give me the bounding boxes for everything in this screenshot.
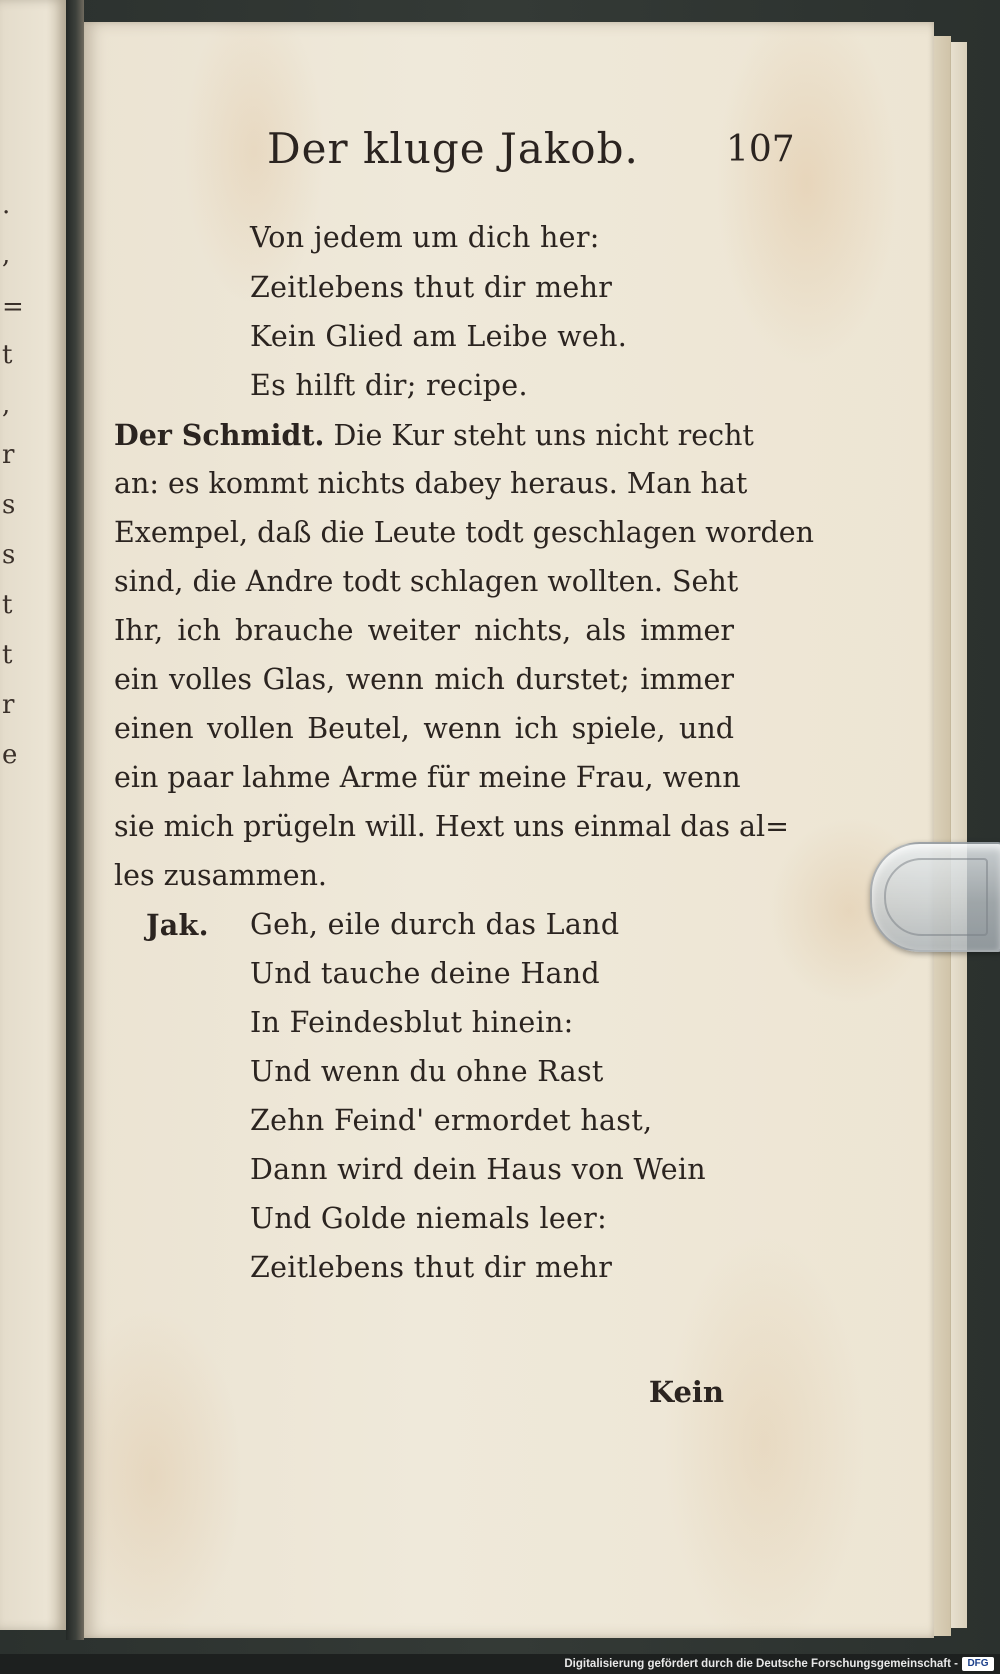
- prose-line: einen vollen Beutel, wenn ich spiele, und: [114, 712, 734, 745]
- margin-fragment: =: [2, 292, 24, 322]
- verse-line: Von jedem um dich her:: [250, 221, 600, 254]
- margin-fragment: t: [2, 590, 13, 620]
- verse-line: Zeitlebens thut dir mehr: [250, 1251, 613, 1284]
- margin-fragment: r: [2, 440, 15, 470]
- dfg-logo: DFG: [962, 1657, 994, 1671]
- margin-fragment: t: [2, 340, 13, 370]
- verse-line: Kein Glied am Leibe weh.: [250, 320, 628, 353]
- margin-fragment: ,: [2, 240, 11, 270]
- prose-line: Exempel, daß die Leute todt geschlagen worden: [114, 516, 814, 549]
- previous-page-edge: [0, 0, 66, 1630]
- clip-highlight: [884, 858, 988, 936]
- margin-fragment: r: [2, 690, 15, 720]
- page-number: 107: [726, 129, 795, 170]
- prose-line: ein paar lahme Arme für meine Frau, wenn: [114, 761, 741, 794]
- prose-line: les zusammen.: [114, 859, 327, 892]
- verse-line: Zeitlebens thut dir mehr: [250, 271, 613, 304]
- margin-fragment: ,: [2, 390, 11, 420]
- margin-fragment: s: [2, 490, 16, 520]
- verse-line: In Feindesblut hinein:: [250, 1006, 574, 1039]
- prose-first-line: [114, 418, 754, 452]
- margin-fragment: s: [2, 540, 16, 570]
- prose-line: ein volles Glas, wenn mich durstet; immer: [114, 663, 734, 696]
- footer-bar: [0, 1654, 1000, 1674]
- page-edge-stack: [950, 42, 967, 1628]
- prose-line: sie mich prügeln will. Hext uns einmal das al=: [114, 810, 790, 843]
- speaker-label: Jak.: [146, 908, 209, 942]
- prose-text: Die Kur steht uns nicht recht: [333, 419, 754, 452]
- verse-line: Und tauche deine Hand: [250, 957, 600, 990]
- verse-line: Geh, eile durch das Land: [250, 908, 620, 941]
- verse-line: Zehn Feind' ermordet hast,: [250, 1104, 653, 1137]
- prose-line: Ihr, ich brauche weiter nichts, als immer: [114, 614, 734, 647]
- margin-fragment: .: [2, 190, 11, 220]
- book-gutter: [66, 0, 84, 1640]
- verse-line: Es hilft dir; recipe.: [250, 369, 528, 402]
- book-page: [84, 22, 934, 1638]
- funding-notice: Digitalisierung gefördert durch die Deutsche Forschungsgemeinschaft -: [564, 1658, 958, 1670]
- verse-line: Und wenn du ohne Rast: [250, 1055, 604, 1088]
- speaker-label: Der Schmidt.: [114, 418, 325, 452]
- margin-fragment: t: [2, 640, 13, 670]
- verse-line: Und Golde niemals leer:: [250, 1202, 608, 1235]
- running-head: Der kluge Jakob.: [267, 124, 639, 173]
- margin-fragment: e: [2, 740, 18, 770]
- catchword: Kein: [648, 1375, 724, 1409]
- verse-line: Dann wird dein Haus von Wein: [250, 1153, 706, 1186]
- prose-line: an: es kommt nichts dabey heraus. Man hat: [114, 467, 748, 500]
- prose-line: sind, die Andre todt schlagen wollten. Seht: [114, 565, 739, 598]
- bookmark-clip: [870, 842, 1000, 952]
